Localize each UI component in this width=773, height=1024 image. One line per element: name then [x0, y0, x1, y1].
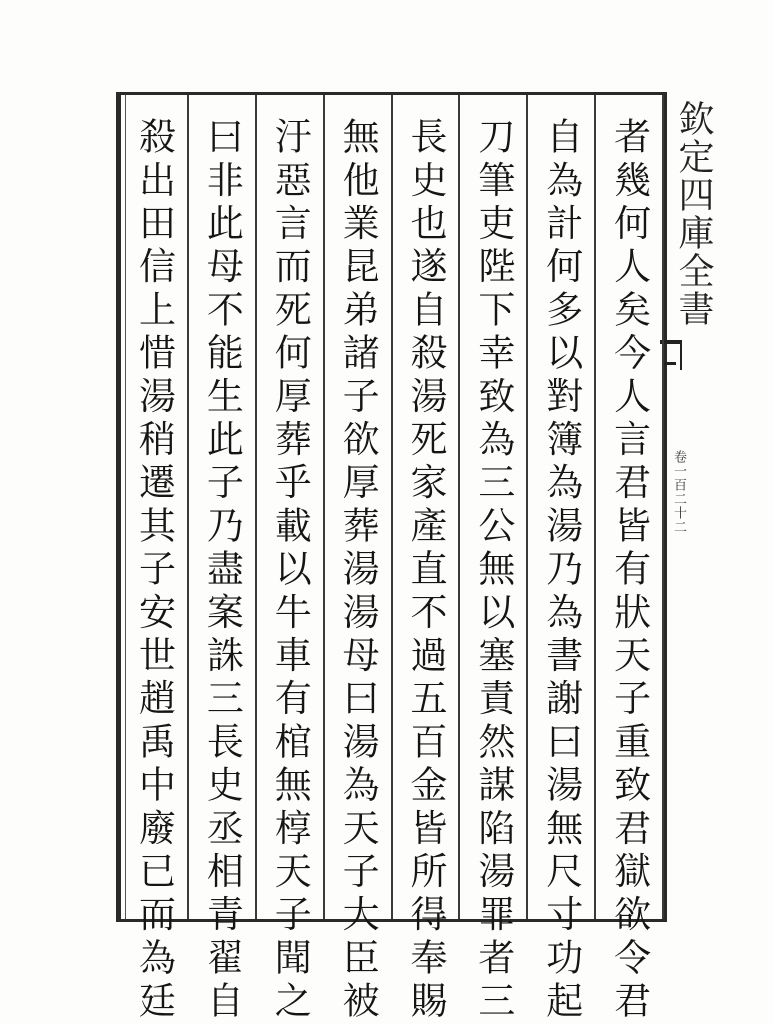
text-column-2	[528, 95, 596, 1024]
column-text: 刀筆吏陛下幸致為三公無以塞責然謀陷湯罪者三	[471, 117, 515, 1024]
book-title: 欽定四庫全書	[673, 100, 714, 328]
text-column-1	[596, 95, 664, 1024]
text-column-8	[121, 95, 189, 1024]
column-text: 殺出田信上惜湯稍遷其子安世趙禹中廢已而為廷	[132, 117, 176, 1024]
column-text: 曰非此母不能生此子乃盡案誅三長史丞相青翟自	[200, 117, 244, 1024]
text-column-4	[393, 95, 461, 1024]
column-text: 長史也遂自殺湯死家產直不過五百金皆所得奉賜	[403, 117, 447, 1024]
text-columns	[121, 95, 664, 1024]
column-text: 者幾何人矣今人言君皆有狀天子重致君獄欲令君	[607, 117, 651, 1024]
text-column-7	[189, 95, 257, 1024]
volume-number: 卷一百二十二	[671, 450, 686, 534]
column-text: 自為計何多以對簿為湯乃為書謝曰湯無尺寸功起	[539, 117, 583, 1024]
column-text: 無他業昆弟諸子欲厚葬湯湯母曰湯為天子大臣被	[336, 117, 380, 1024]
column-text: 汙惡言而死何厚葬乎載以牛車有棺無椁天子聞之	[268, 117, 312, 1024]
text-column-5	[325, 95, 393, 1024]
text-column-6	[257, 95, 325, 1024]
text-column-3	[460, 95, 528, 1024]
